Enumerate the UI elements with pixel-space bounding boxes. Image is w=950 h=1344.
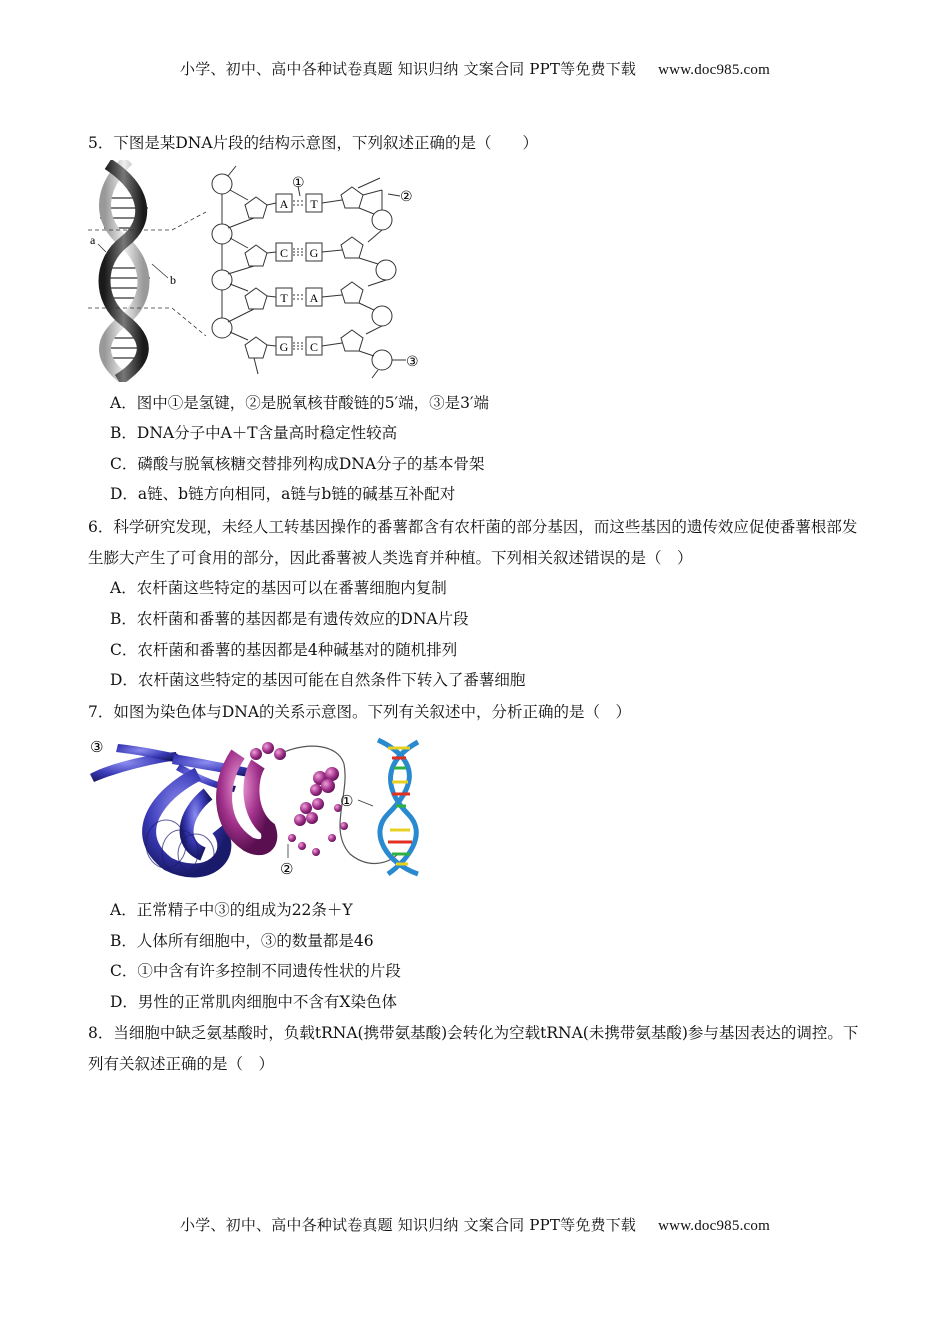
question-6-stem: 6．科学研究发现，未经人工转基因操作的番薯都含有农杆菌的部分基因，而这些基因的遗传效应促使番薯根部发生膨大产生了可食用的部分，因此番薯被人类选育并种植。下列相关叙述错误的是（ ） — [88, 518, 858, 567]
base-pair-3-right: A — [309, 291, 319, 305]
double-helix — [378, 740, 418, 874]
header-site: www.doc985.com — [658, 62, 770, 78]
header-text: 小学、初中、高中各种试卷真题 知识归纳 文案合同 PPT等免费下载 — [180, 60, 637, 78]
marker-2: ② — [400, 189, 413, 205]
fig7-marker-2: ② — [280, 860, 294, 878]
question-7-stem: 7．如图为染色体与DNA的关系示意图。下列有关叙述中，分析正确的是（ ） — [88, 703, 632, 721]
q5-option-a: A．图中①是氢键，②是脱氧核苷酸链的5′端，③是3′端 — [110, 394, 489, 412]
page-footer — [0, 1214, 950, 1235]
q7-option-c: C．①中含有许多控制不同遗传性状的片段 — [110, 962, 401, 980]
chromosome-dna-figure — [88, 734, 428, 884]
q7-option-b: B．人体所有细胞中，③的数量都是46 — [110, 932, 374, 950]
q6-option-a: A．农杆菌这些特定的基因可以在番薯细胞内复制 — [110, 579, 447, 597]
footer-text: 小学、初中、高中各种试卷真题 知识归纳 文案合同 PPT等免费下载 — [180, 1216, 637, 1234]
q6-option-d: D．农杆菌这些特定的基因可能在自然条件下转入了番薯细胞 — [110, 671, 526, 689]
marker-1: ① — [292, 175, 305, 191]
footer-site: www.doc985.com — [658, 1218, 770, 1234]
page-header — [0, 58, 950, 79]
q5-option-c: C．磷酸与脱氧核糖交替排列构成DNA分子的基本骨架 — [110, 455, 485, 473]
strand-a-label: a — [90, 233, 96, 247]
base-pair-2-left: C — [279, 246, 289, 260]
coiled-fiber — [149, 774, 224, 871]
q5-option-b: B．DNA分子中A＋T含量高时稳定性较高 — [110, 424, 398, 442]
strand-b-label: b — [170, 273, 176, 287]
q6-option-b: B．农杆菌和番薯的基因都是有遗传效应的DNA片段 — [110, 610, 469, 628]
question-8-stem: 8．当细胞中缺乏氨基酸时，负载tRNA(携带氨基酸)会转化为空载tRNA(未携带氨基酸)参与基因表达的调控。下列有关叙述正确的是（ ） — [88, 1024, 859, 1073]
q5-option-d: D．a链、b链方向相同，a链与b链的碱基互补配对 — [110, 485, 456, 503]
base-pair-4-left: G — [279, 340, 289, 354]
marker-3: ③ — [406, 354, 419, 370]
fig7-marker-3: ③ — [90, 738, 104, 756]
base-pair-1-right: T — [310, 197, 318, 211]
q7-option-a: A．正常精子中③的组成为22条＋Y — [110, 901, 353, 919]
dna-structure-figure — [88, 160, 428, 382]
base-pair-4-right: C — [309, 340, 319, 354]
q6-option-c: C．农杆菌和番薯的基因都是4种碱基对的随机排列 — [110, 641, 458, 659]
fig7-marker-1: ① — [340, 792, 354, 810]
base-pair-3-left: T — [280, 291, 288, 305]
q7-option-d: D．男性的正常肌肉细胞中不含有X染色体 — [110, 993, 397, 1011]
base-pair-2-right: G — [309, 246, 319, 260]
question-5-stem: 5．下图是某DNA片段的结构示意图，下列叙述正确的是（ ） — [88, 134, 539, 152]
base-pair-1-left: A — [279, 197, 289, 211]
